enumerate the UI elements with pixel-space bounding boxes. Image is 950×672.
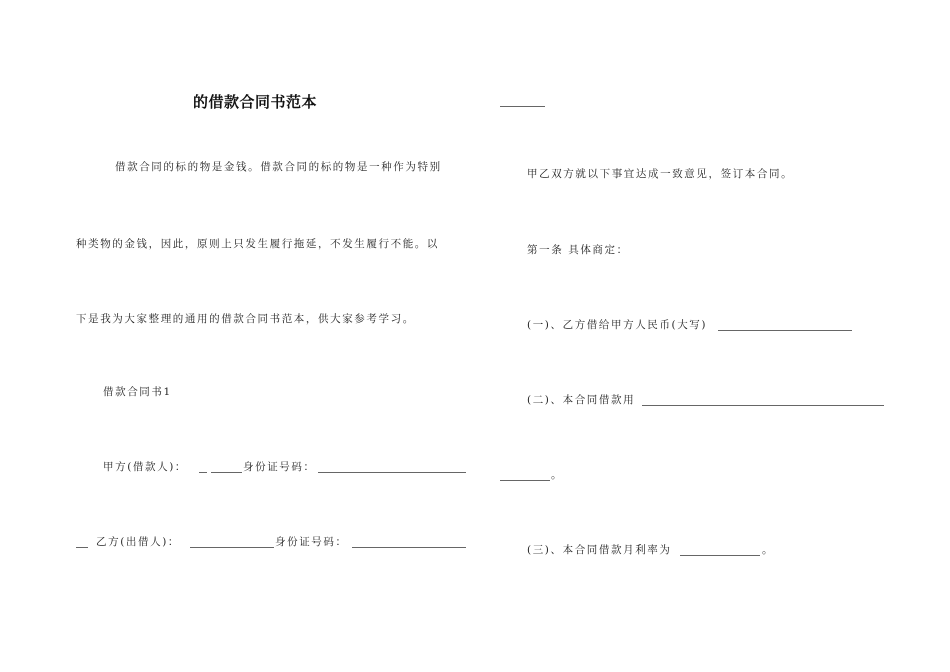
clause-2-end: 。 xyxy=(551,469,564,481)
document-title: 的借款合同书范本 xyxy=(193,93,318,111)
party-a-name-blank-short xyxy=(199,472,207,473)
section-heading: 借款合同书1 xyxy=(103,386,172,398)
clause-2-purpose-blank xyxy=(642,405,884,406)
clause-3: (三)、本合同借款月利率为 xyxy=(527,544,672,556)
party-a-label: 甲方(借款人)： xyxy=(103,461,187,473)
party-b-label: 乙方(出借人)： xyxy=(96,536,180,548)
clause-1-amount-blank xyxy=(718,330,852,331)
party-a-id-label: 身份证号码： xyxy=(243,461,316,473)
party-a-id-blank xyxy=(318,472,466,473)
agreement-intro: 甲乙双方就以下事宜达成一致意见，签订本合同。 xyxy=(527,168,794,180)
clause-3-rate-blank xyxy=(680,555,760,556)
intro-line-3: 下是我为大家整理的通用的借款合同书范本，供大家参考学习。 xyxy=(76,313,415,325)
party-b-name-blank xyxy=(190,547,274,548)
right-top-rule xyxy=(500,106,545,107)
clause-2-purpose-blank-cont xyxy=(500,480,550,481)
clause-1: (一)、乙方借给甲方人民币(大写) xyxy=(527,319,708,331)
article-1-heading: 第一条 具体商定： xyxy=(527,244,629,256)
intro-line-1: 借款合同的标的物是金钱。借款合同的标的物是一种作为特别 xyxy=(115,161,442,173)
party-b-id-blank xyxy=(352,547,466,548)
party-b-prefix-blank xyxy=(76,547,88,548)
clause-2: (二)、本合同借款用 xyxy=(527,394,636,406)
intro-line-2: 种类物的金钱，因此，原则上只发生履行拖延，不发生履行不能。以 xyxy=(76,238,439,250)
party-a-name-blank xyxy=(211,472,242,473)
party-b-id-label: 身份证号码： xyxy=(275,536,348,548)
clause-3-end: 。 xyxy=(762,544,775,556)
